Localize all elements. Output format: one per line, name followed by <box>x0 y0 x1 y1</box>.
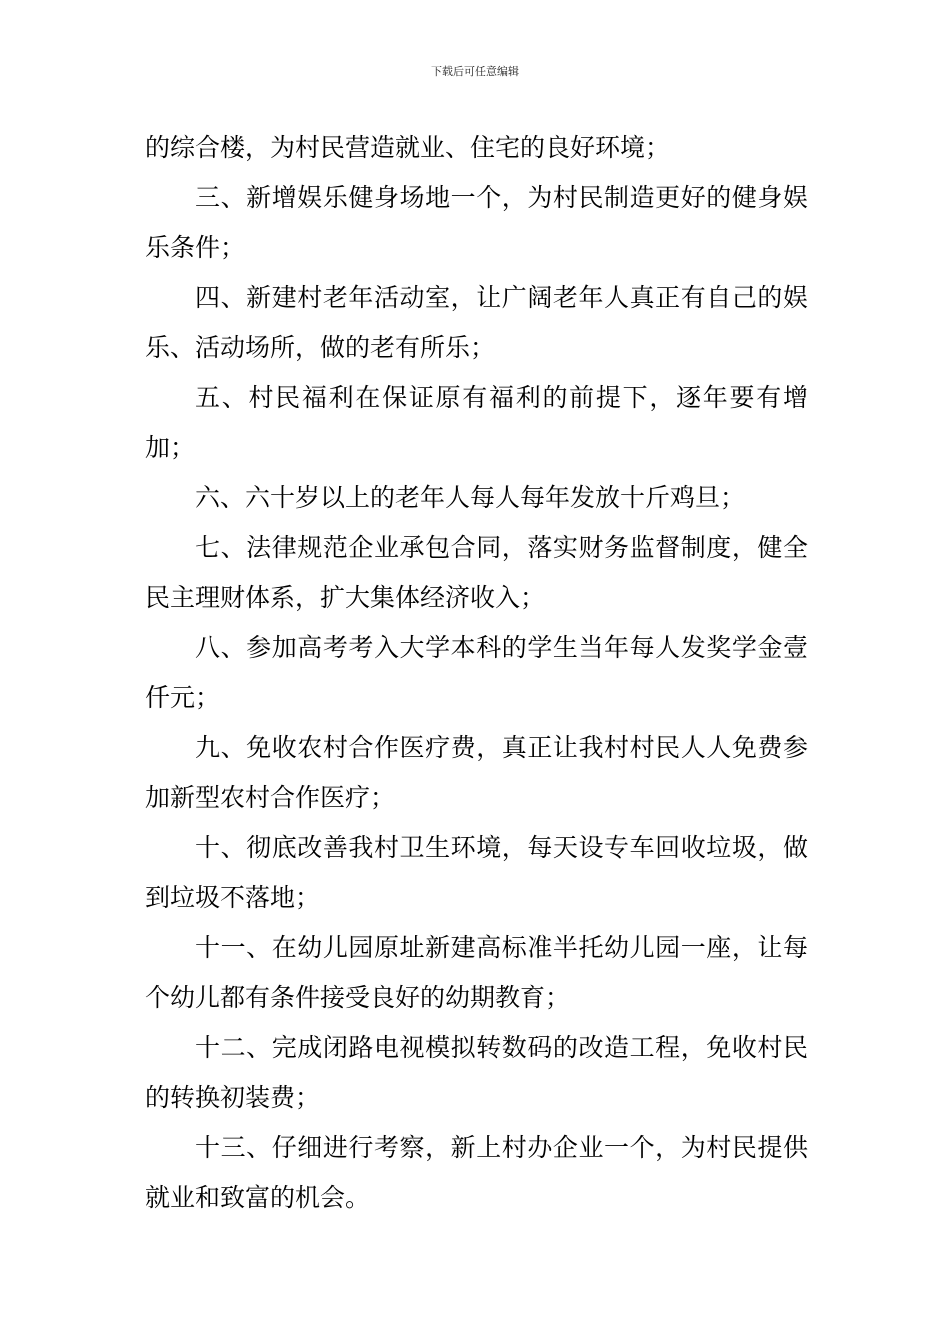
paragraph: 七、法律规范企业承包合同，落实财务监督制度，健全民主理财体系，扩大集体经济收入； <box>145 533 808 612</box>
page-header: 下载后可任意编辑 <box>431 65 519 78</box>
document-body <box>145 123 808 1223</box>
paragraph: 九、免收农村合作医疗费，真正让我村村民人人免费参加新型农村合作医疗； <box>145 733 808 812</box>
paragraph: 十二、完成闭路电视模拟转数码的改造工程，免收村民的转换初装费； <box>145 1033 808 1112</box>
paragraph: 六、六十岁以上的老年人每人每年发放十斤鸡旦； <box>195 483 746 512</box>
paragraph: 的综合楼，为村民营造就业、住宅的良好环境； <box>145 133 671 162</box>
paragraph: 八、参加高考考入大学本科的学生当年每人发奖学金壹仟元； <box>145 633 808 712</box>
paragraph: 四、新建村老年活动室，让广阔老年人真正有自己的娱乐、活动场所，做的老有所乐； <box>145 283 808 362</box>
paragraph: 十一、在幼儿园原址新建高标准半托幼儿园一座，让每个幼儿都有条件接受良好的幼期教育； <box>145 933 808 1012</box>
paragraph: 十三、仔细进行考察，新上村办企业一个，为村民提供就业和致富的机会。 <box>145 1133 808 1212</box>
paragraph: 五、村民福利在保证原有福利的前提下，逐年要有增加； <box>145 383 808 462</box>
paragraph: 十、彻底改善我村卫生环境，每天设专车回收垃圾，做到垃圾不落地； <box>145 833 808 912</box>
paragraph: 三、新增娱乐健身场地一个，为村民制造更好的健身娱乐条件； <box>145 183 808 262</box>
